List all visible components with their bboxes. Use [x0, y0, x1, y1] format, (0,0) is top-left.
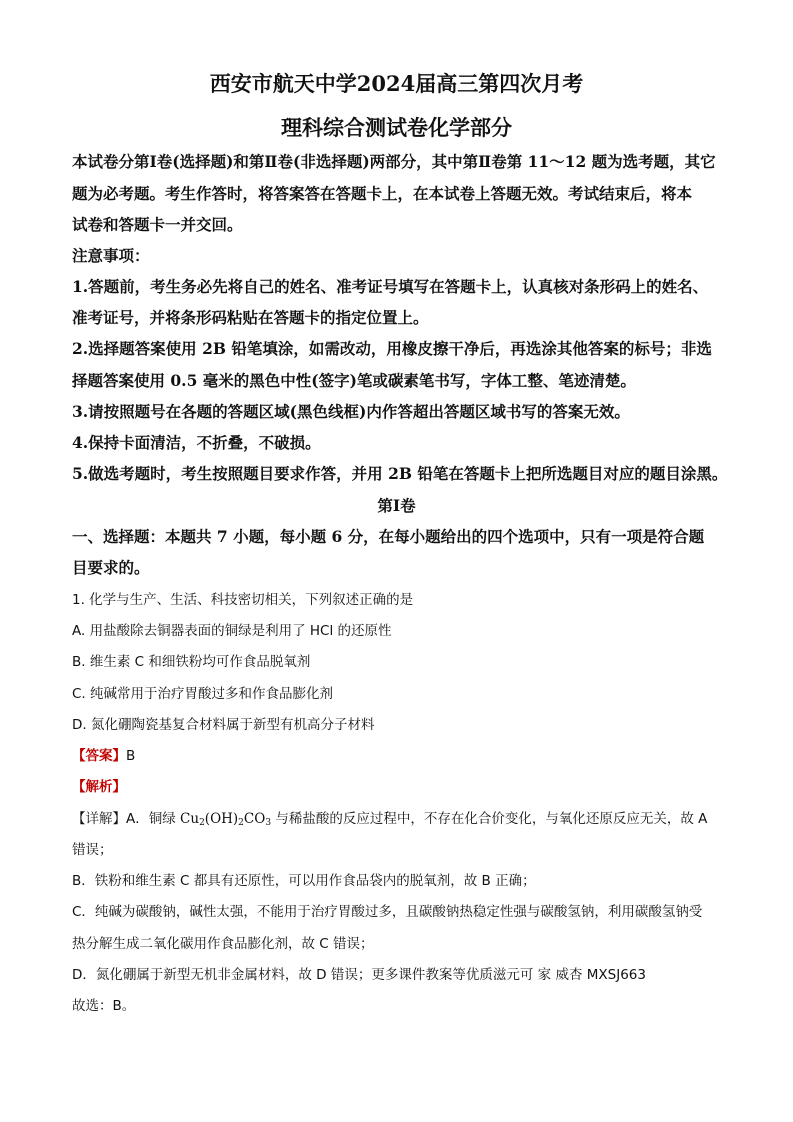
detail-line: C．纯碱为碳酸钠，碱性太强，不能用于治疗胃酸过多，且碳酸钠热稳定性强与碳酸氢钠，利用碳酸氢钠受	[72, 904, 703, 920]
detail-line: 故选：B。	[72, 998, 136, 1014]
detail-a-suffix: 与稀盐酸的反应过程中，不存在化合价变化，与氧化还原反应无关，故 A	[271, 811, 708, 827]
question-option-c: C. 纯碱常用于治疗胃酸过多和作食品膨化剂	[72, 686, 334, 702]
notice-line: 1.答题前，考生务必先将自己的姓名、准考证号填写在答题卡上，认真核对条形码上的姓名、	[72, 277, 709, 296]
answer-line	[72, 744, 135, 764]
exam-subtitle: 理科综合测试卷化学部分	[281, 115, 512, 140]
intro-line: 试卷和答题卡一并交回。	[72, 215, 243, 234]
exam-title: 西安市航天中学2024届高三第四次月考	[209, 71, 584, 96]
detail-line: 热分解生成二氧化碳用作食品膨化剂，故 C 错误；	[72, 936, 374, 952]
chemical-formula: $Cu_2(OH)_2CO_3$	[180, 811, 272, 828]
notice-line: 准考证号，并将条形码粘贴在答题卡的指定位置上。	[72, 308, 429, 327]
question-stem: 1. 化学与生产、生活、科技密切相关，下列叙述正确的是	[72, 592, 414, 608]
section-heading: 目要求的。	[72, 558, 150, 577]
question-option-a: A. 用盐酸除去铜器表面的铜绿是利用了 HCl 的还原性	[72, 623, 392, 639]
notice-line: 5.做选考题时，考生按照题目要求作答，并用 2B 铅笔在答题卡上把所选题目对应的题目涂黑。	[72, 464, 728, 483]
notice-heading: 注意事项：	[72, 246, 150, 265]
detail-line: D．氮化硼属于新型无机非金属材料，故 D 错误；更多课件教案等优质滋元可 家 威杏 MXSJ663	[72, 967, 646, 983]
answer-value: B	[126, 748, 136, 764]
section-heading: 一、选择题：本题共 7 小题，每小题 6 分，在每小题给出的四个选项中，只有一项是符合题	[72, 527, 705, 546]
detail-tag: 【详解】	[72, 811, 126, 827]
question-option-b: B. 维生素 C 和细铁粉均可作食品脱氧剂	[72, 654, 311, 670]
detail-line-a	[72, 807, 707, 828]
notice-line: 2.选择题答案使用 2B 铅笔填涂，如需改动，用橡皮擦干净后，再选涂其他答案的标号；非选	[72, 339, 712, 358]
notice-line: 3.请按照题号在各题的答题区域(黑色线框)内作答超出答题区域书写的答案无效。	[72, 402, 630, 421]
detail-line: B．铁粉和维生素 C 都具有还原性，可以用作食品袋内的脱氧剂，故 B 正确；	[72, 873, 536, 889]
detail-a-prefix: A．铜绿	[126, 811, 181, 827]
volume-heading: 第Ⅰ卷	[377, 496, 416, 515]
notice-line: 择题答案使用 0.5 毫米的黑色中性(签字)笔或碳素笔书写，字体工整、笔迹清楚。	[72, 371, 636, 390]
answer-tag: 【答案】	[72, 748, 126, 764]
notice-line: 4.保持卡面清洁，不折叠，不破损。	[72, 433, 321, 452]
analysis-tag: 【解析】	[72, 779, 126, 795]
intro-line: 本试卷分第Ⅰ卷(选择题)和第Ⅱ卷(非选择题)两部分，其中第Ⅱ卷第 11～12 题为选考题，其它	[72, 152, 716, 171]
question-option-d: D. 氮化硼陶瓷基复合材料属于新型有机高分子材料	[72, 717, 375, 733]
detail-line: 错误；	[72, 842, 113, 858]
intro-line: 题为必考题。考生作答时，将答案答在答题卡上，在本试卷上答题无效。考试结束后，将本	[72, 184, 693, 203]
analysis-line	[72, 775, 126, 795]
